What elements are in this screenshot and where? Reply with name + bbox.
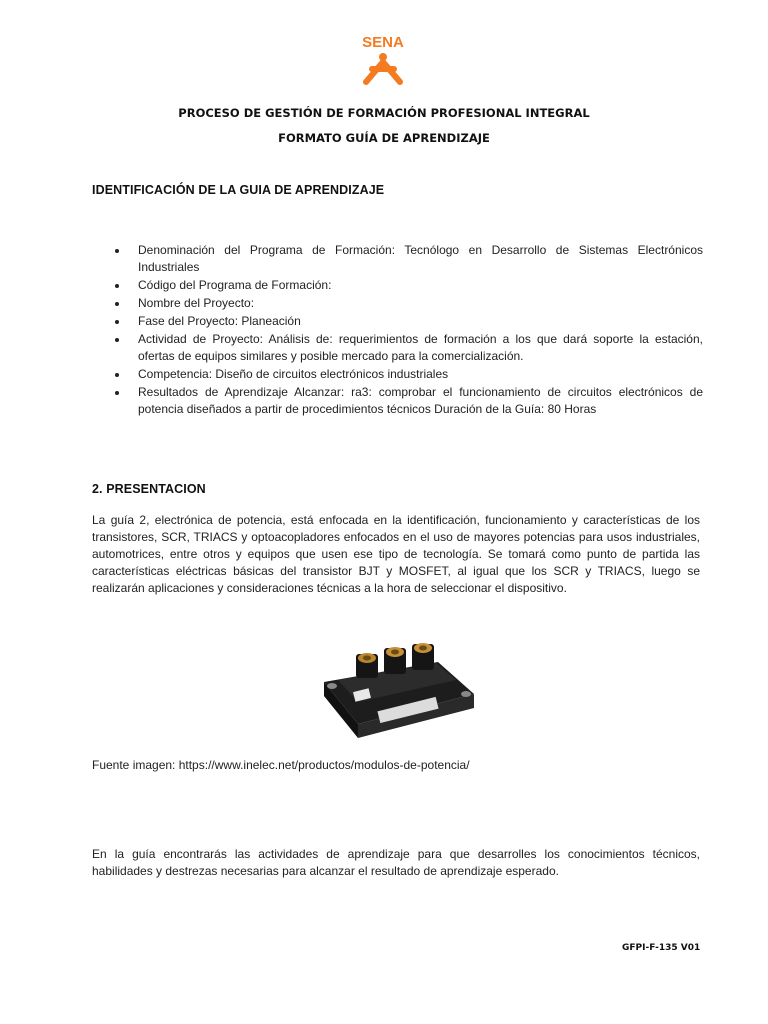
presentation-paragraph: La guía 2, electrónica de potencia, está enfocada en la identificación, funcionamiento y características de los transistores, SCR, TRIACS y optoacopladores enfocados en el uso de mayores potencias para usos industriales, automotrices, entre otros y equipos que usen ese tipo de tecnología. Se tomará como punto de partida las características eléctricas básicas del transistor BJT y MOSFET, al igual que los SCR y TRIACS, luego se realizarán aplicaciones y consideraciones técnicas a la hora de seleccionar el dispositivo. — [92, 513, 700, 595]
list-item: Fase del Proyecto: Planeación — [115, 313, 703, 330]
document-code: GFPI-F-135 V01 — [622, 943, 701, 953]
identification-list — [115, 242, 703, 419]
section-identification-title: IDENTIFICACIÓN DE LA GUIA DE APRENDIZAJE — [92, 183, 385, 197]
list-item: Nombre del Proyecto: — [115, 295, 703, 312]
image-source-caption: Fuente imagen: https://www.inelec.net/productos/modulos-de-potencia/ — [92, 758, 470, 772]
svg-text:SENA: SENA — [362, 34, 404, 51]
sena-logo — [350, 24, 416, 86]
list-item: Denominación del Programa de Formación: Tecnólogo en Desarrollo de Sistemas Electrónicos Industriales — [115, 242, 703, 276]
bullet-icon — [115, 373, 119, 377]
bullet-icon — [115, 284, 119, 288]
bullet-icon — [115, 391, 119, 395]
bullet-icon — [115, 338, 119, 342]
header-format-title: FORMATO GUÍA DE APRENDIZAJE — [278, 131, 490, 145]
list-item: Actividad de Proyecto: Análisis de: requerimientos de formación a los que dará soporte la estación, ofertas de equipos similares y posible mercado para la comercialización. — [115, 331, 703, 365]
section-presentation-title: 2. PRESENTACION — [92, 482, 206, 496]
list-item: Resultados de Aprendizaje Alcanzar: ra3: comprobar el funcionamiento de circuitos electrónicos de potencia diseñados a partir de procedimientos técnicos Duración de la Guía: 80 Horas — [115, 384, 703, 418]
bullet-icon — [115, 302, 119, 306]
learning-activities-paragraph: En la guía encontrarás las actividades de aprendizaje para que desarrolles los conocimientos técnicos, habilidades y destrezas necesarias para alcanzar el resultado de aprendizaje esperado. — [92, 847, 700, 878]
list-item: Competencia: Diseño de circuitos electrónicos industriales — [115, 366, 703, 383]
bullet-icon — [115, 320, 119, 324]
header-process-title: PROCESO DE GESTIÓN DE FORMACIÓN PROFESIONAL INTEGRAL — [178, 106, 590, 120]
bullet-icon — [115, 249, 119, 253]
list-item: Código del Programa de Formación: — [115, 277, 703, 294]
power-module-image — [318, 632, 478, 742]
